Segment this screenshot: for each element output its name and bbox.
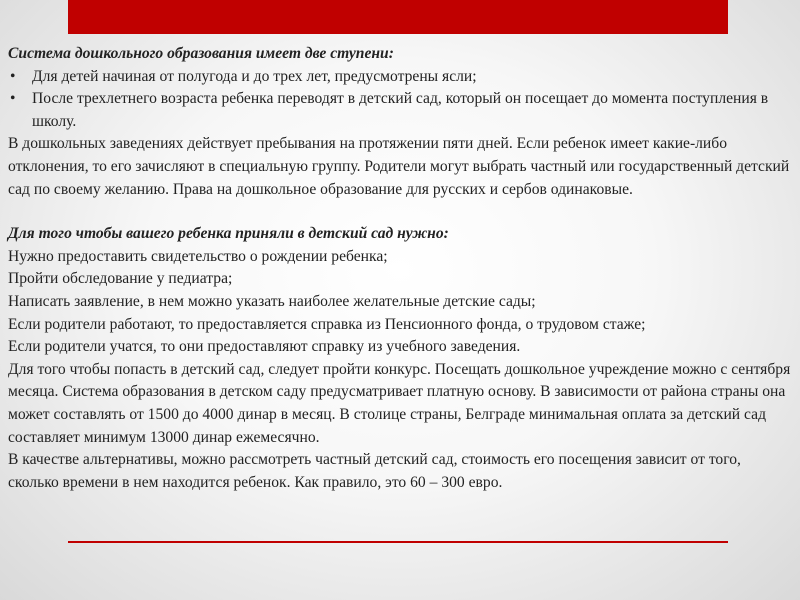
requirement-line: Нужно предоставить свидетельство о рождении ребенка; [8,247,388,265]
requirement-line: Если родители работают, то предоставляется справка из Пенсионного фонда, о трудовом стаже; [8,315,646,333]
requirement-line: Если родители учатся, то они предоставляют справку из учебного заведения. [8,338,521,356]
section2-heading: Для того чтобы вашего ребенка приняли в детский сад нужно: [8,225,449,243]
bottom-red-rule [68,541,728,543]
requirement-line: Написать заявление, в нем можно указать наиболее желательные детские сады; [8,292,536,310]
section2-paragraph-competition: Для того чтобы попасть в детский сад, следует пройти конкурс. Посещать дошкольное учреждение можно с сентября месяца. Система образования в детском саду предусматривает платную основу. В зависимости от района страны она может составлять от 1500 до 4000 динар в месяц. В столице страны, Белграде минимальная оплата за детский сад составляет минимум 13000 динар ежемесячно. [8,360,791,446]
section2-paragraph-alternative: В качестве альтернативы, можно рассмотреть частный детский сад, стоимость его посещения зависит от того, сколько времени в нем находится ребенок. Как правило, это 60 – 300 евро. [8,451,741,491]
slide-content [8,43,794,494]
section1-paragraph: В дошкольных заведениях действует пребывания на протяжении пяти дней. Если ребенок имеет какие-либо отклонения, то его зачисляют в специальную группу. Родители могут выбрать частный или государственный детский сад по своему желанию. Права на дошкольное образование для русских и сербов одинаковые. [8,135,790,198]
bullet-item [8,88,794,133]
bullet-text: Для детей начиная от полугода и до трех лет, предусмотрены ясли; [32,67,477,85]
requirement-line: Пройти обследование у педиатра; [8,270,233,288]
bullet-icon: • [10,90,16,108]
section1-bullet-list [8,66,794,134]
section1-heading: Система дошкольного образования имеет две ступени: [8,45,394,62]
section-spacer [8,201,794,223]
bullet-item [8,66,794,89]
bullet-icon: • [10,67,16,85]
top-red-banner [68,0,728,34]
bullet-text: После трехлетнего возраста ребенка переводят в детский сад, который он посещает до момента поступления в школу. [32,90,769,130]
